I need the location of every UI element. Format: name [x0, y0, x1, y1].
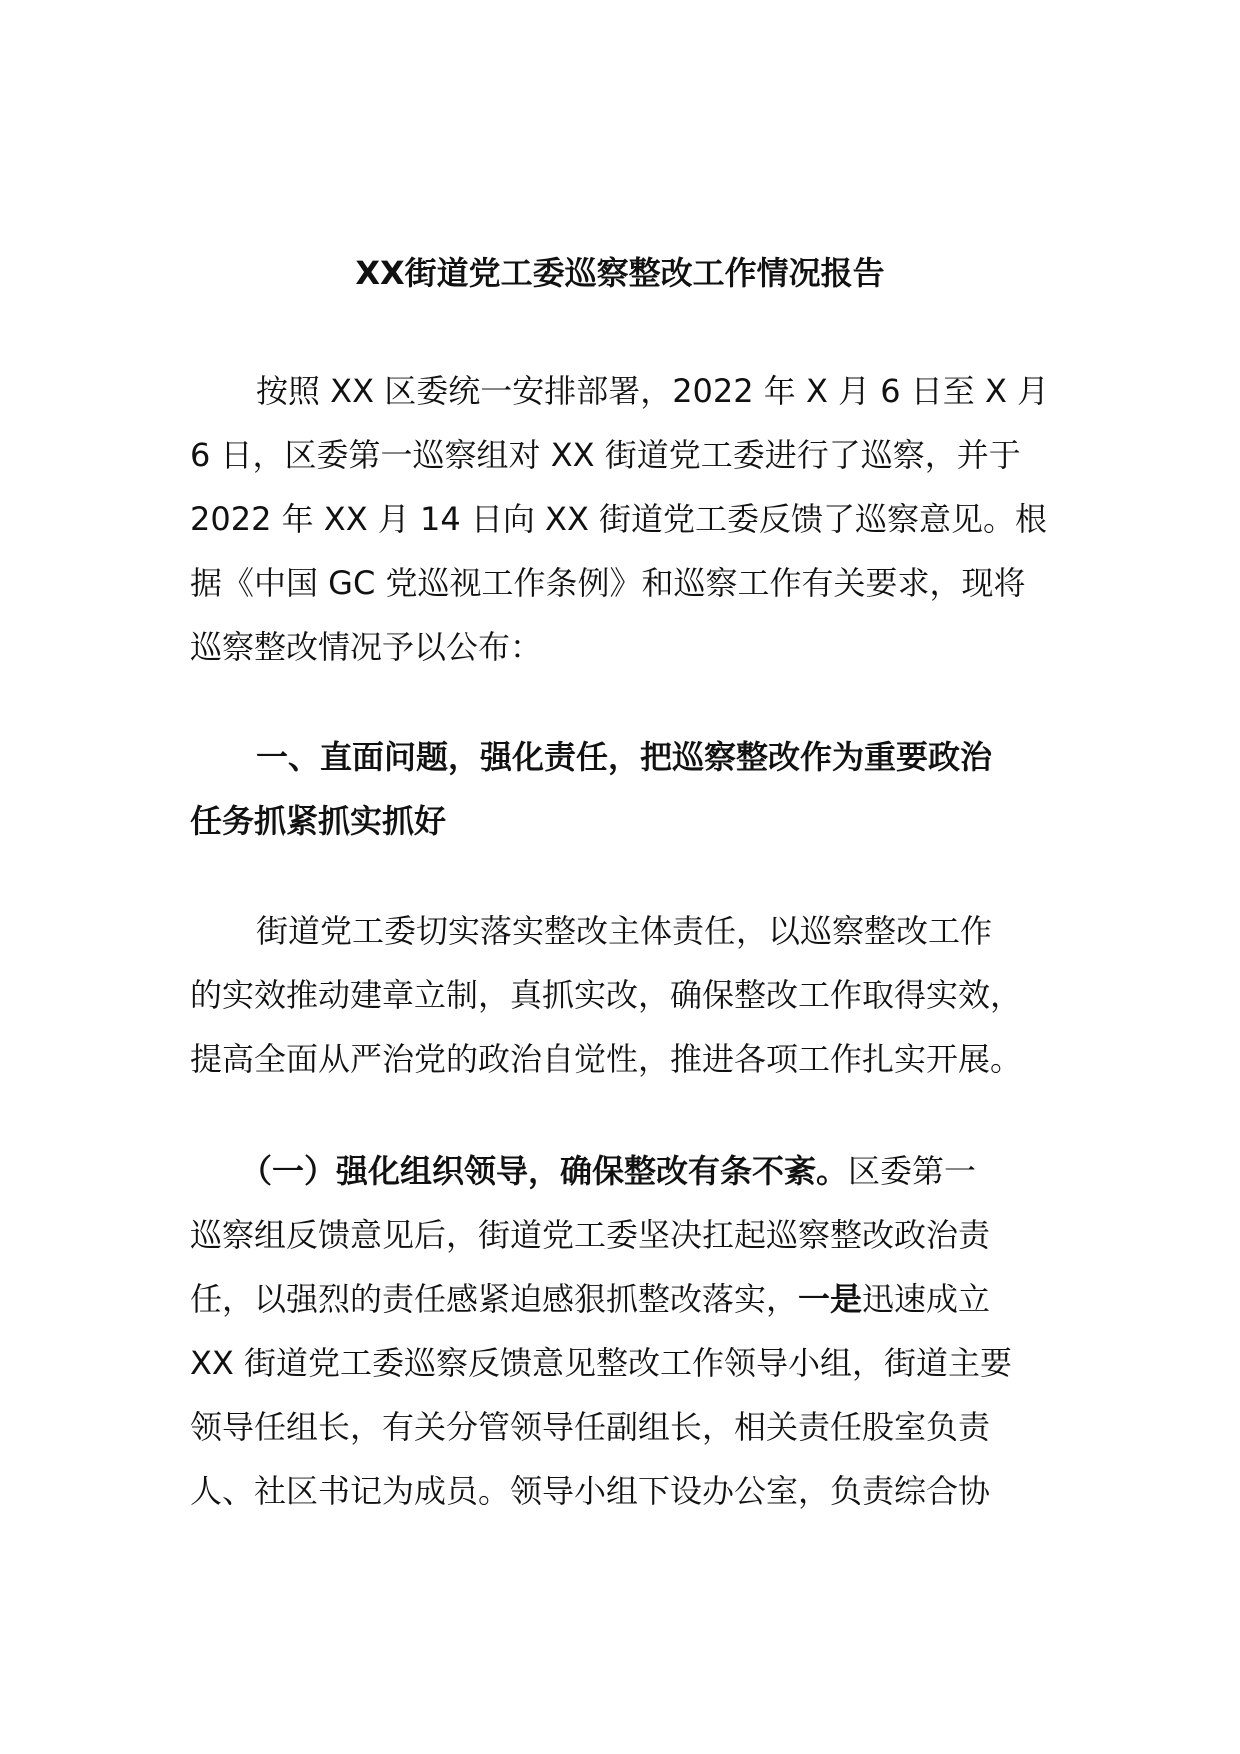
subsection1-line-5: 领导任组长，有关分管领导任副组长，相关责任股室负责 — [190, 1408, 991, 1446]
subsection1-line1-rest: 区委第一 — [848, 1152, 977, 1190]
section1-body-line-2: 的实效推动建章立制，真抓实改，确保整改工作取得实效， — [190, 976, 1023, 1014]
section1-body-line-3: 提高全面从严治党的政治自觉性，推进各项工作扎实开展。 — [190, 1040, 1023, 1078]
intro-line-2: 6 日，区委第一巡察组对 XX 街道党工委进行了巡察，并于 — [190, 436, 1021, 474]
document-title: XX街道党工委巡察整改工作情况报告 — [355, 254, 885, 292]
intro-line-4: 据《中国 GC 党巡视工作条例》和巡察工作有关要求，现将 — [190, 564, 1026, 602]
intro-line-1: 按照 XX 区委统一安排部署，2022 年 X 月 6 日至 X 月 — [256, 372, 1050, 410]
subsection1-point-one: 一是 — [798, 1280, 863, 1318]
intro-line-5: 巡察整改情况予以公布： — [190, 628, 543, 666]
section1-body-line-1: 街道党工委切实落实整改主体责任，以巡察整改工作 — [256, 912, 993, 950]
subsection1-line-4: XX 街道党工委巡察反馈意见整改工作领导小组，街道主要 — [190, 1344, 1013, 1382]
subsection1-line-2: 巡察组反馈意见后，街道党工委坚决扛起巡察整改政治责 — [190, 1216, 991, 1254]
subsection1-line3-post: 迅速成立 — [862, 1280, 991, 1318]
subsection1-line-3 — [190, 1276, 990, 1322]
subsection1-line-6: 人、社区书记为成员。领导小组下设办公室，负责综合协 — [190, 1472, 991, 1510]
subsection1-line-1 — [240, 1148, 976, 1194]
section1-heading-line-2: 任务抓紧抓实抓好 — [190, 802, 447, 840]
subsection1-line3-pre: 任，以强烈的责任感紧迫感狠抓整改落实， — [190, 1280, 799, 1318]
intro-line-3: 2022 年 XX 月 14 日向 XX 街道党工委反馈了巡察意见。根 — [190, 500, 1048, 538]
section1-heading-line-1: 一、直面问题，强化责任，把巡察整改作为重要政治 — [256, 738, 993, 776]
subsection1-heading: （一）强化组织领导，确保整改有条不紊。 — [240, 1152, 849, 1190]
